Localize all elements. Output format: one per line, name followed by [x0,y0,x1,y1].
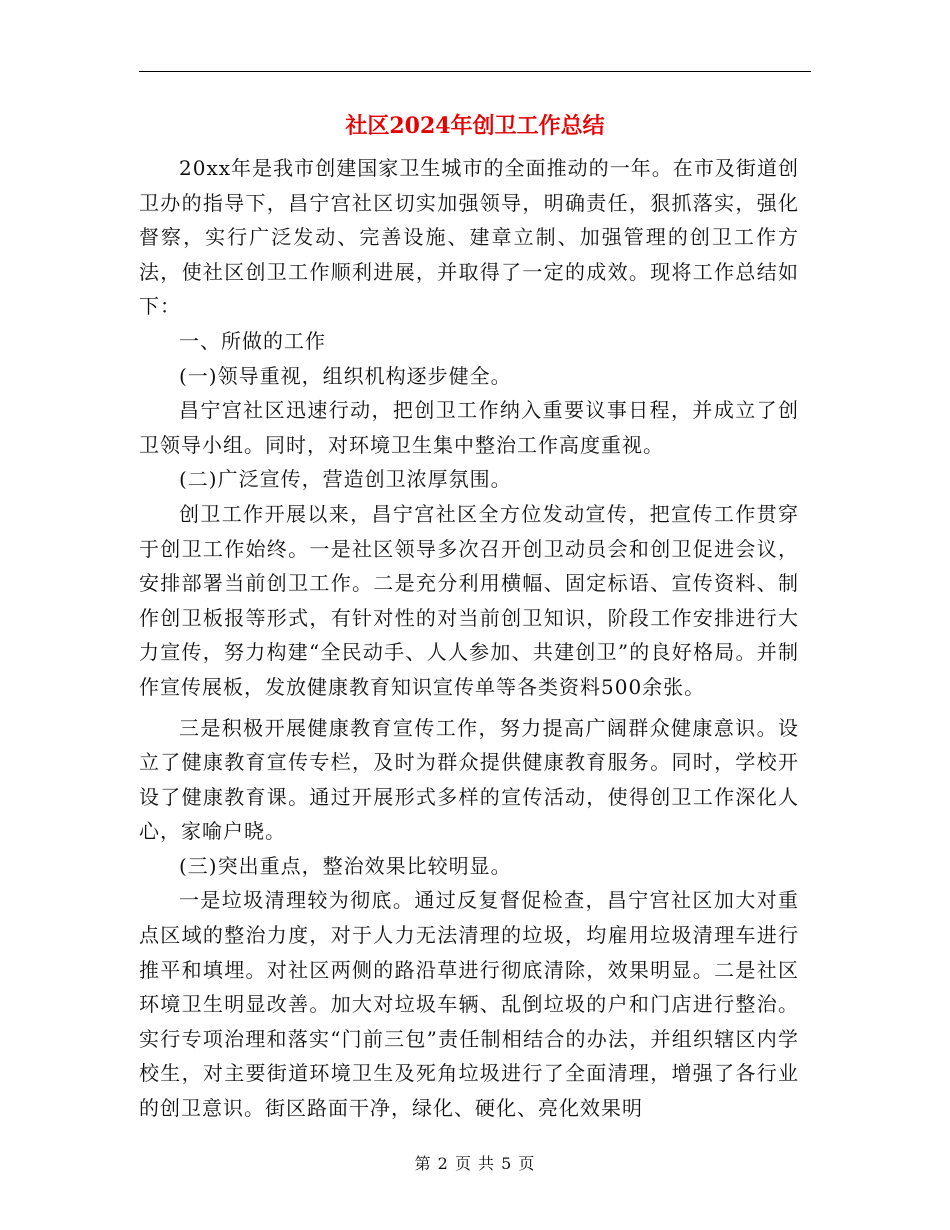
paragraph: 三是积极开展健康教育宣传工作，努力提高广阔群众健康意识。设立了健康教育宣传专栏，及时为群众提供健康教育服务。同时，学校开设了健康教育课。通过开展形式多样的宣传活动，使得创卫工作深化人心，家喻户晓。 [139,715,799,844]
paragraph-intro: 20xx年是我市创建国家卫生城市的全面推动的一年。在市及街道创卫办的指导下，昌宁宫社区切实加强领导，明确责任，狠抓落实，强化督察，实行广泛发动、完善设施、建章立制、加强管理的创卫工作方法，使社区创卫工作顺利进展，并取得了一定的成效。现将工作总结如下： [139,156,799,319]
section-heading: 一、所做的工作 [179,328,326,353]
document-title: 社区2024年创卫工作总结 [345,113,605,139]
paragraph: 一是垃圾清理较为彻底。通过反复督促检查，昌宁宫社区加大对重点区域的整治力度，对于人力无法清理的垃圾，均雇用垃圾清理车进行推平和填埋。对社区两侧的路沿草进行彻底清除，效果明显。二是社区环境卫生明显改善。加大对垃圾车辆、乱倒垃圾的户和门店进行整治。实行专项治理和落实“门前三包”责任制相结合的办法，并组织辖区内学校生，对主要街道环境卫生及死角垃圾进行了全面清理，增强了各行业的创卫意识。街区路面干净，绿化、硬化、亮化效果明 [139,888,799,1121]
paragraph: 创卫工作开展以来，昌宁宫社区全方位发动宣传，把宣传工作贯穿于创卫工作始终。一是社区领导多次召开创卫动员会和创卫促进会议，安排部署当前创卫工作。二是充分利用横幅、固定标语、宣传资料、制作创卫板报等形式，有针对性的对当前创卫知识，阶段工作安排进行大力宣传，努力构建“全民动手、人人参加、共建创卫”的良好格局。并制作宣传展板，发放健康教育知识宣传单等各类资料500余张。 [139,501,799,699]
paragraph: 昌宁宫社区迅速行动，把创卫工作纳入重要议事日程，并成立了创卫领导小组。同时，对环境卫生集中整治工作高度重视。 [139,398,799,457]
subsection-heading: (二)广泛宣传，营造创卫浓厚氛围。 [179,467,512,492]
document-body [139,151,799,1126]
header-rule [139,71,811,72]
page-number: 第 2 页 共 5 页 [414,1154,536,1173]
subsection-heading: (三)突出重点，整治效果比较明显。 [179,853,512,878]
subsection-heading: (一)领导重视，组织机构逐步健全。 [179,363,512,388]
